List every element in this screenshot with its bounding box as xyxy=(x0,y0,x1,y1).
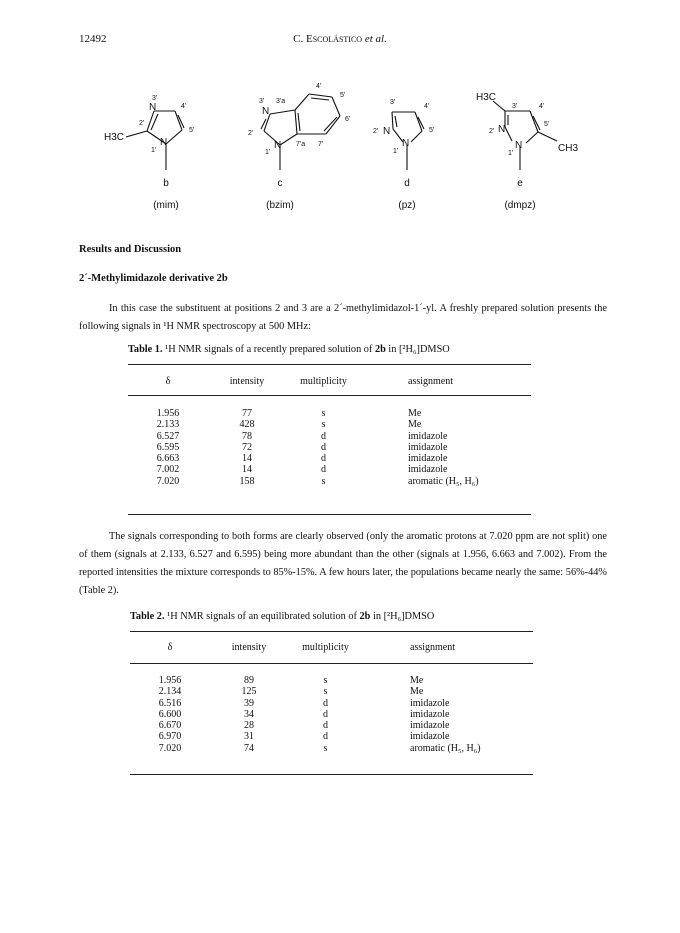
locant-3-pz: 3' xyxy=(390,99,396,106)
cell-assignment: Me xyxy=(408,419,422,431)
cell-intensity: 28 xyxy=(244,720,254,732)
table2-top-rule xyxy=(130,631,533,632)
locant-3a-bzim: 3'a xyxy=(276,98,286,105)
cell-delta: 7.020 xyxy=(156,475,180,487)
running-title-suffix: et al. xyxy=(362,33,387,45)
atom-ch3-dmpz: CH3 xyxy=(558,143,579,154)
cell-delta: 6.663 xyxy=(156,453,180,465)
table-row xyxy=(130,698,481,709)
cell-multiplicity: d xyxy=(323,697,328,709)
cell-delta: 6.595 xyxy=(156,441,180,453)
table-row xyxy=(128,453,479,464)
cell-delta: 6.600 xyxy=(158,708,182,720)
cell-intensity: 14 xyxy=(242,464,252,476)
cell-delta: 1.956 xyxy=(158,675,182,686)
paragraph-discussion: The signals corresponding to both forms are clearly observed (only the aromatic protons at 7.020 ppm are not split) one of them (signals at 2.133, 6.527 and 6.595) being more abundant than the other (signals at 1.956, 6.663 and 7.002). From the reported intensities the mixture corresponds to 85%-15%. A few hours later, the populations became nearly the same: 56%-44% (Table 2). xyxy=(79,531,607,596)
table1-label: Table 1. xyxy=(128,344,163,355)
cell-delta: 6.516 xyxy=(158,697,182,709)
locant-1-dmpz: 1' xyxy=(508,150,514,157)
cell-assignment: aromatic (H₅, H₆) xyxy=(410,742,481,754)
locant-2-pz: 2' xyxy=(373,128,379,135)
structure-name-bzim: (bzim) xyxy=(266,200,294,211)
cell-assignment: imidazole xyxy=(410,697,450,709)
table1-header-row xyxy=(128,376,453,387)
locant-4-dmpz: 4' xyxy=(539,103,545,110)
cell-intensity: 158 xyxy=(239,475,255,487)
table-row xyxy=(128,408,479,419)
section-heading-results: Results and Discussion xyxy=(79,244,182,255)
cell-assignment: Me xyxy=(410,675,424,686)
atom-n1-bzim: N xyxy=(274,140,282,151)
table1-header-multiplicity: multiplicity xyxy=(300,376,347,387)
atom-n-bzim: N xyxy=(262,106,270,117)
cell-assignment: imidazole xyxy=(408,430,448,442)
table2-body xyxy=(130,675,481,754)
cell-assignment: imidazole xyxy=(408,441,448,453)
table1-top-rule xyxy=(128,364,531,365)
structure-letter-c: c xyxy=(277,178,283,189)
locant-1-mim: 1' xyxy=(151,147,157,154)
table1-header-assignment: assignment xyxy=(408,376,453,387)
running-title-prefix: C. E xyxy=(293,33,313,45)
table2-bottom-rule xyxy=(130,774,533,775)
cell-intensity: 89 xyxy=(244,675,254,686)
cell-multiplicity: s xyxy=(321,475,326,487)
table2-caption-solvent: in [²H₆]DMSO xyxy=(370,611,435,622)
table2-label: Table 2. xyxy=(130,611,165,622)
table2-caption xyxy=(130,611,434,622)
table-row xyxy=(128,476,479,487)
structure-letter-e: e xyxy=(517,178,523,189)
running-title-smallcaps: scolástico xyxy=(312,33,363,45)
cell-delta: 7.002 xyxy=(156,464,180,476)
structure-mim-bonds xyxy=(126,111,184,170)
cell-intensity: 74 xyxy=(244,742,254,754)
cell-intensity: 34 xyxy=(244,708,254,720)
locant-5-dmpz: 5' xyxy=(544,121,550,128)
cell-multiplicity: d xyxy=(323,708,328,720)
subsection-heading-2b: 2´-Methylimidazole derivative 2b xyxy=(79,273,228,284)
cell-intensity: 77 xyxy=(242,408,252,419)
locant-2-dmpz: 2' xyxy=(489,128,495,135)
locant-2-bzim: 2' xyxy=(248,130,254,137)
atom-n-mim: N xyxy=(149,102,157,113)
table1-bottom-rule xyxy=(128,514,531,515)
table2-header-rule xyxy=(130,663,533,664)
cell-delta: 6.670 xyxy=(158,720,182,732)
cell-assignment: imidazole xyxy=(410,731,450,743)
table2-header-row xyxy=(130,642,455,653)
cell-multiplicity: d xyxy=(321,464,326,476)
cell-assignment: imidazole xyxy=(410,708,450,720)
cell-assignment: imidazole xyxy=(408,453,448,465)
locant-1-pz: 1' xyxy=(393,148,399,155)
structure-name-dmpz: (dmpz) xyxy=(504,200,536,211)
locant-3-bzim: 3' xyxy=(259,98,265,105)
table-row xyxy=(130,720,481,731)
atom-h3c-dmpz: H3C xyxy=(476,92,497,103)
table1-caption-compound: 2b xyxy=(374,344,386,355)
locant-1-bzim: 1' xyxy=(265,149,271,156)
cell-intensity: 31 xyxy=(244,731,254,743)
cell-assignment: Me xyxy=(408,408,422,419)
atom-n2-pz: N xyxy=(383,126,391,137)
locant-2-mim: 2' xyxy=(139,120,145,127)
locant-6-bzim: 6' xyxy=(345,116,351,123)
locant-3-dmpz: 3' xyxy=(512,103,518,110)
cell-intensity: 428 xyxy=(239,419,255,431)
locant-4-pz: 4' xyxy=(424,103,430,110)
atom-h3c-mim: H3C xyxy=(104,132,125,143)
table1-header xyxy=(128,376,453,387)
cell-assignment: imidazole xyxy=(408,464,448,476)
cell-multiplicity: s xyxy=(323,686,328,698)
atom-n1-mim: N xyxy=(160,137,168,148)
cell-delta: 6.970 xyxy=(158,731,182,743)
structure-bzim-bonds xyxy=(261,94,340,170)
cell-intensity: 72 xyxy=(242,441,252,453)
atom-n1-pz: N xyxy=(402,138,410,149)
structure-dmpz-bonds xyxy=(493,101,557,170)
table-row xyxy=(128,419,479,430)
table1-header-delta: δ xyxy=(165,376,171,387)
table2-caption-compound: 2b xyxy=(359,611,371,622)
cell-multiplicity: d xyxy=(321,453,326,465)
cell-delta: 2.134 xyxy=(158,686,182,698)
locant-7a-bzim: 7'a xyxy=(296,141,306,148)
cell-multiplicity: d xyxy=(321,441,326,453)
table1-caption-solvent: in [²H₆]DMSO xyxy=(385,344,450,355)
cell-assignment: imidazole xyxy=(410,720,450,732)
table1-caption xyxy=(128,344,450,355)
table-row xyxy=(130,709,481,720)
table2-header xyxy=(130,642,455,653)
table1-header-intensity: intensity xyxy=(229,376,265,387)
structure-name-pz: (pz) xyxy=(398,200,416,211)
cell-multiplicity: s xyxy=(323,675,328,686)
page-number: 12492 xyxy=(79,33,107,45)
cell-multiplicity: s xyxy=(321,419,326,431)
table-row xyxy=(128,464,479,475)
cell-delta: 7.020 xyxy=(158,742,182,754)
table2-header-delta: δ xyxy=(167,642,173,653)
table-row xyxy=(130,686,481,697)
table2-header-multiplicity: multiplicity xyxy=(302,642,349,653)
table-row xyxy=(128,431,479,442)
locant-5-pz: 5' xyxy=(429,127,435,134)
table2-header-intensity: intensity xyxy=(231,642,267,653)
cell-assignment: aromatic (H₅, H₆) xyxy=(408,475,479,487)
cell-multiplicity: d xyxy=(323,731,328,743)
table1-caption-text: ¹H NMR signals of a recently prepared solution of xyxy=(162,344,375,355)
cell-delta: 1.956 xyxy=(156,408,180,419)
table-row xyxy=(130,743,481,754)
locant-7-bzim: 7' xyxy=(318,141,324,148)
table-row xyxy=(128,442,479,453)
table1-body xyxy=(128,408,479,487)
structure-letter-d: d xyxy=(404,178,410,189)
locant-5-bzim: 5' xyxy=(340,92,346,99)
table2-caption-text: ¹H NMR signals of an equilibrated solution of xyxy=(164,611,360,622)
cell-intensity: 78 xyxy=(242,430,252,442)
locant-3-mim: 3' xyxy=(152,95,158,102)
cell-delta: 6.527 xyxy=(156,430,180,442)
locant-4-mim: 4' xyxy=(181,103,187,110)
cell-delta: 2.133 xyxy=(156,419,180,431)
table-row xyxy=(130,731,481,742)
cell-intensity: 39 xyxy=(244,697,254,709)
cell-multiplicity: d xyxy=(321,430,326,442)
cell-multiplicity: s xyxy=(323,742,328,754)
locant-4-bzim: 4' xyxy=(316,83,322,90)
table-row xyxy=(130,675,481,686)
cell-multiplicity: d xyxy=(323,720,328,732)
table2-header-assignment: assignment xyxy=(410,642,455,653)
structure-letter-b: b xyxy=(163,178,169,189)
structure-name-mim: (mim) xyxy=(153,200,179,211)
cell-multiplicity: s xyxy=(321,408,326,419)
locant-5-mim: 5' xyxy=(189,127,195,134)
cell-intensity: 14 xyxy=(242,453,252,465)
atom-n1-dmpz: N xyxy=(515,140,523,151)
cell-intensity: 125 xyxy=(241,686,257,698)
atom-n2-dmpz: N xyxy=(498,124,506,135)
paragraph-intro: In this case the substituent at positions 2 and 3 are a 2´-methylimidazol-1´-yl. A freshly prepared solution presents the following signals in ¹H NMR spectroscopy at 500 MHz: xyxy=(79,303,607,332)
chemical-structures-figure xyxy=(0,0,680,220)
cell-assignment: Me xyxy=(410,686,424,698)
table1-header-rule xyxy=(128,395,531,396)
